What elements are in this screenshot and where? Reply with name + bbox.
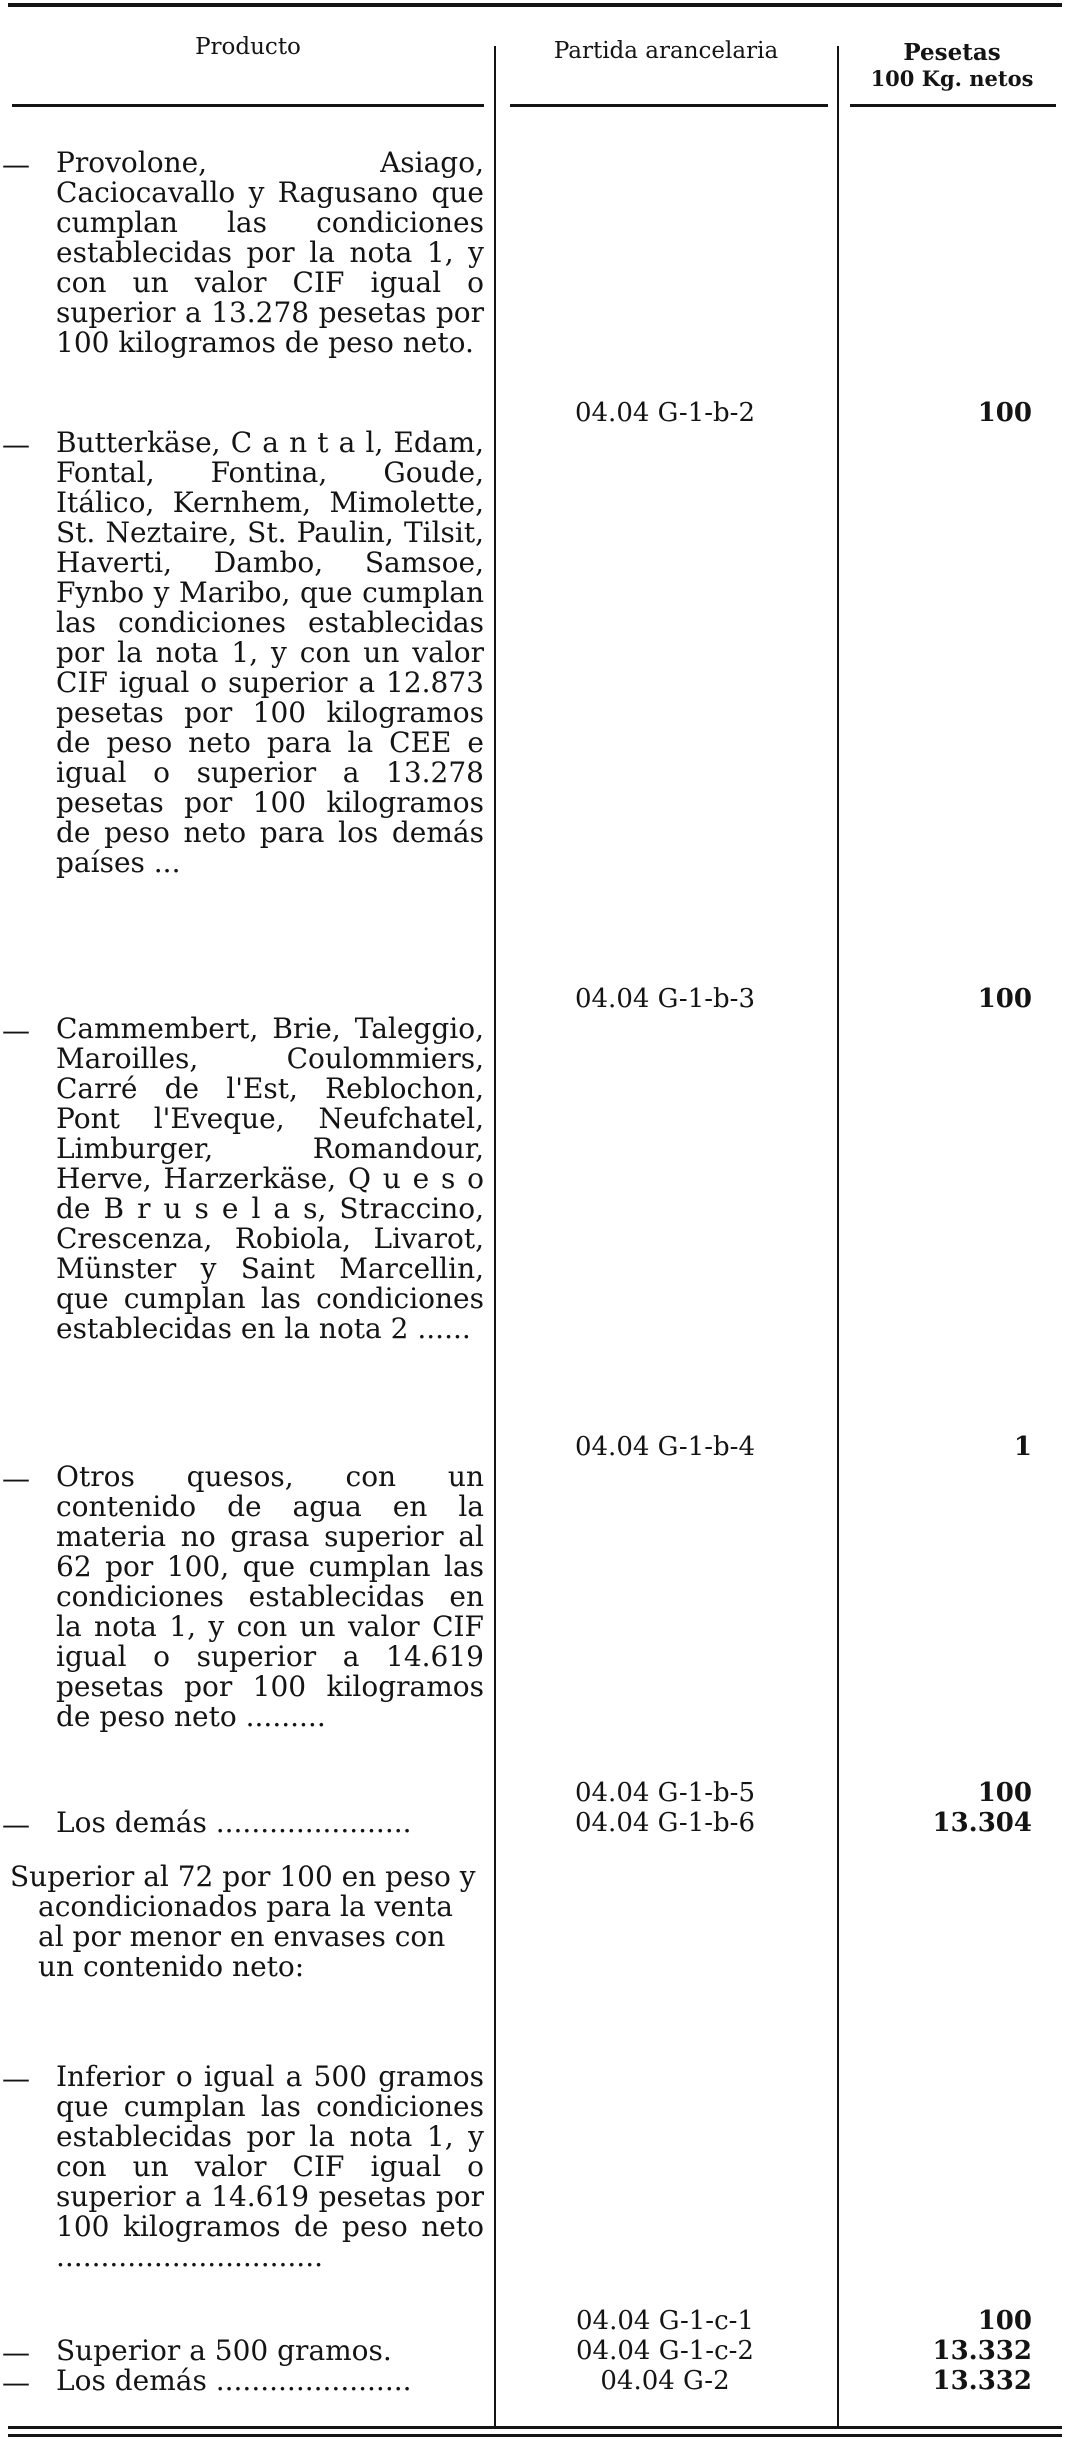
header-rule-price [850, 104, 1056, 107]
product-description: Inferior o igual a 500 gramos que cumplan las condiciones establecidas por la nota 1, y con un valor CIF igual o superior a 14.619 pesetas por 100 kilogramos de peso neto .............................. [56, 2060, 484, 2273]
tariff-code: 04.04 G-2 [600, 2366, 730, 2396]
header-rule-product [12, 104, 484, 107]
bottom-rule-double [8, 2434, 1062, 2437]
product-description: Otros quesos, con un contenido de agua en la materia no grasa superior al 62 por 100, que cumplan las condiciones establecidas en la nota 1, y con un valor CIF igual o superior a 14.619 pesetas por 100 kilogramos de peso neto ......... [56, 1460, 484, 1733]
row-dash: — [2, 2366, 30, 2399]
header-price-unit: 100 Kg. netos [870, 66, 1034, 91]
row-dash: — [2, 2062, 30, 2095]
header-code: Partida arancelaria [553, 38, 779, 64]
row-dash: — [2, 1014, 30, 1047]
tariff-code: 04.04 G-1-b-4 [574, 1432, 756, 1462]
header-rule-code [510, 104, 828, 107]
price-value: 1 [1013, 1432, 1032, 1462]
header-price [842, 40, 1062, 92]
top-rule [8, 3, 1062, 7]
tariff-code: 04.04 G-1-b-6 [574, 1808, 756, 1838]
product-description: Butterkäse, C a n t a l, Edam, Fontal, Fontina, Goude, Itálico, Kernhem, Mimolette, St. Neztaire, St. Paulin, Tilsit, Haverti, Dambo, Samsoe, Fynbo y Maribo, que cumplan las condiciones establecidas por la nota 1, y con un valor CIF igual o superior a 12.873 pesetas por 100 kilogramos de peso neto para la CEE e igual o superior a 13.278 pesetas por 100 kilogramos de peso neto para los demás países ... [56, 426, 484, 879]
bottom-rule [8, 2426, 1062, 2429]
row-dash: — [2, 1808, 30, 1841]
price-value: 13.304 [932, 1808, 1032, 1838]
price-value: 100 [977, 398, 1032, 428]
price-value: 13.332 [932, 2336, 1032, 2366]
header-product: Producto [195, 34, 301, 60]
product-description: Superior a 500 gramos. [56, 2334, 392, 2367]
column-divider-1 [494, 46, 496, 2428]
tariff-code: 04.04 G-1-b-2 [574, 398, 756, 428]
price-value: 100 [977, 1778, 1032, 1808]
product-description: Provolone, Asiago, Caciocavallo y Ragusano que cumplan las condiciones establecidas por la nota 1, y con un valor CIF igual o superior a 13.278 pesetas por 100 kilogramos de peso neto. [56, 146, 484, 359]
product-description: Cammembert, Brie, Taleggio, Maroilles, Coulommiers, Carré de l'Est, Reblochon, Pont l'Eveque, Neufchatel, Limburger, Romandour, Herve, Harzerkäse, Q u e s o de B r u s e l a s, Straccino, Crescenza, Robiola, Livarot, Münster y Saint Marcellin, que cumplan las condiciones establecidas en la nota 2 ...... [56, 1012, 484, 1345]
row-dash: — [2, 428, 30, 461]
row-dash: — [2, 1462, 30, 1495]
header-price-label: Pesetas [903, 39, 1001, 66]
price-value: 100 [977, 984, 1032, 1014]
row-dash: — [2, 148, 30, 181]
tariff-code: 04.04 G-1-b-5 [574, 1778, 756, 1808]
tariff-code: 04.04 G-1-c-1 [576, 2306, 754, 2336]
product-description: Los demás ...................... [56, 1806, 412, 1839]
product-description: Los demás ...................... [56, 2364, 412, 2397]
section-heading-text: Superior al 72 por 100 en peso y acondicionados para la venta al por menor en envases con un contenido neto: [10, 1860, 476, 1983]
tariff-code: 04.04 G-1-b-3 [574, 984, 756, 1014]
column-divider-2 [837, 46, 839, 2428]
section-heading [10, 1862, 484, 1982]
price-value: 100 [977, 2306, 1032, 2336]
tariff-code: 04.04 G-1-c-2 [576, 2336, 754, 2366]
row-dash: — [2, 2336, 30, 2369]
price-value: 13.332 [932, 2366, 1032, 2396]
